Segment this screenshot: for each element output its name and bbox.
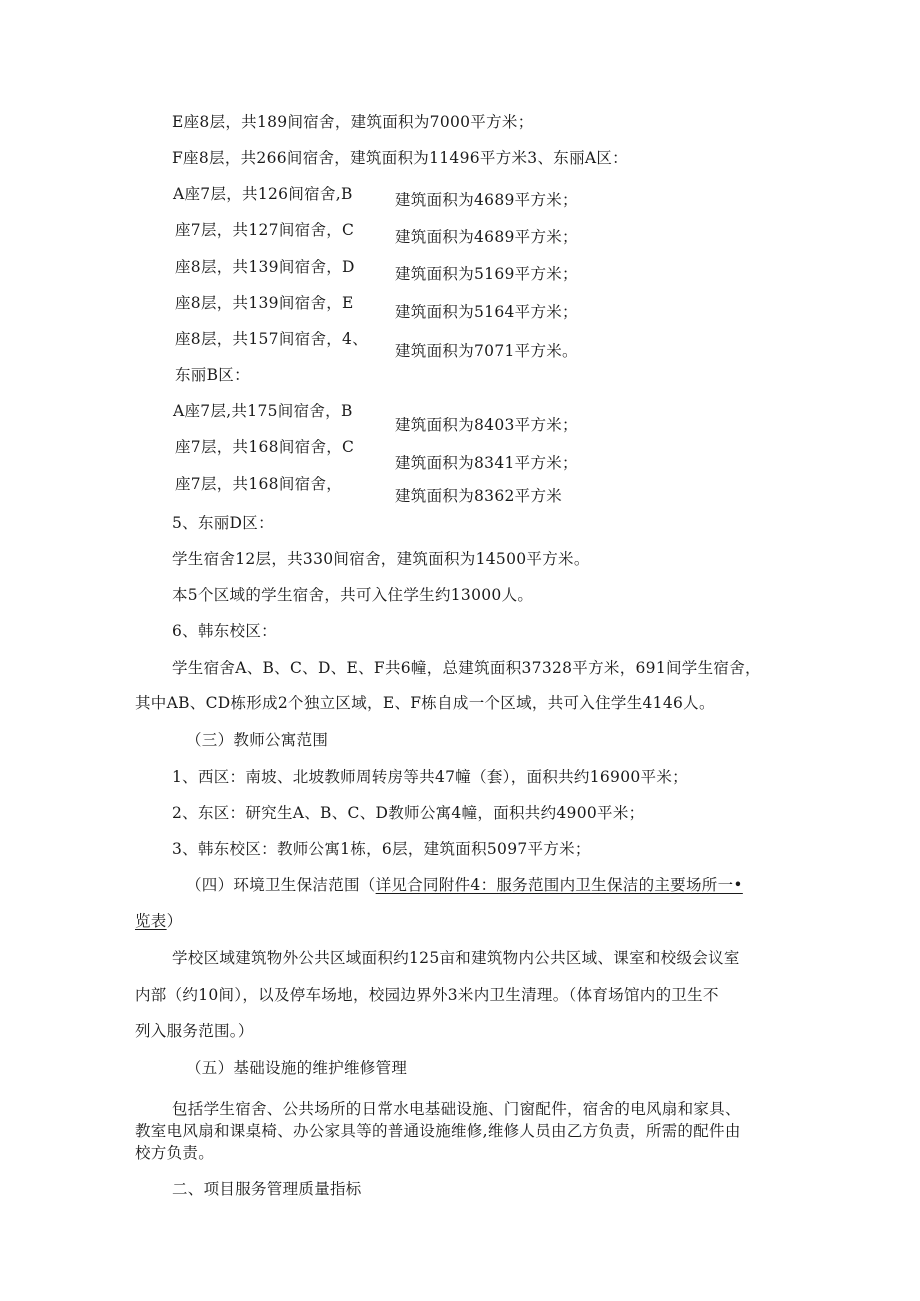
section-4-paragraph-line: 列入服务范围。） [135,1022,254,1040]
left-line: 座7层，共168间宿舍，C [175,438,355,456]
right-line: 建筑面积为5169平方米； [395,265,578,283]
right-line: 建筑面积为5164平方米； [395,303,578,321]
left-line: A座7层,共175间宿舍，B [173,402,353,420]
section-5-paragraph-line: 校方负责。 [135,1144,215,1162]
handong-body-line: 其中AB、CD栋形成2个独立区域，E、F栋自成一个区域，共可入住学生4146人。 [135,694,715,712]
section-4-paragraph-line: 内部（约10间），以及停车场地，校园边界外3米内卫生清理。（体育场馆内的卫生不 [135,986,719,1004]
section-4-paragraph-line: 学校区域建筑物外公共区域面积约125亩和建筑物内公共区域、课室和校级会议室 [172,949,740,967]
section-5-title: （五）基础设施的维护维修管理 [186,1059,408,1077]
right-line-clipped: 建筑面积为8362平方米 [395,487,563,505]
left-line: 东丽B区： [175,366,250,384]
section-3-item: 1、西区：南坡、北坡教师周转房等共47幢（套），面积共约16900平米； [172,768,688,786]
right-line: 建筑面积为4689平方米； [395,228,578,246]
appendix-link[interactable]: 详见合同附件4：服务范围内卫生保洁的主要场所一• [375,876,743,894]
left-line: 座7层，共127间宿舍，C [175,221,355,239]
clipped-line-container [395,484,595,505]
section-5-paragraph-line: 包括学生宿舍、公共场所的日常水电基础设施、门窗配件，宿舍的电风扇和家具、 [172,1100,741,1118]
building-e-line: E座8层，共189间宿舍，建筑面积为7000平方米； [172,113,534,131]
handong-heading: 6、韩东校区： [172,622,277,640]
left-line: 座8层，共157间宿舍，4、 [175,330,369,348]
section-3-item: 3、韩东校区：教师公寓1栋，6层，建筑面积5097平方米； [172,840,591,858]
left-line: A座7层，共126间宿舍,B [173,185,353,203]
part-2-title: 二、项目服务管理质量指标 [172,1180,362,1198]
building-f-line: F座8层，共266间宿舍，建筑面积为11496平方米3、东丽A区： [172,149,628,167]
section-4-close: ） [166,912,183,930]
section-4-title [186,873,743,895]
section-3-title: （三）教师公寓范围 [186,731,329,749]
right-line: 建筑面积为4689平方米； [395,191,578,209]
section-4-title-cont [135,909,182,931]
right-line: 建筑面积为7071平方米。 [395,342,578,360]
handong-body-line: 学生宿舍A、B、C、D、E、F共6幢，总建筑面积37328平方米，691间学生宿舍， [172,659,761,677]
right-line: 建筑面积为8403平方米； [395,416,578,434]
dongli-d-body: 学生宿舍12层，共330间宿舍，建筑面积为14500平方米。 [172,550,590,568]
right-line: 建筑面积为8341平方米； [395,454,578,472]
dongli-d-heading: 5、东丽D区： [172,514,274,532]
section-3-item: 2、东区：研究生A、B、C、D教师公寓4幢，面积共约4900平米； [172,804,645,822]
appendix-link-cont[interactable]: 览表 [135,912,167,930]
left-line: 座8层，共139间宿舍，E [175,294,354,312]
left-line: 座8层，共139间宿舍，D [175,258,355,276]
left-line: 座7层，共168间宿舍， [175,475,343,493]
total-capacity-line: 本5个区域的学生宿舍，共可入住学生约13000人。 [172,586,534,604]
section-5-paragraph-line: 教室电风扇和课桌椅、办公家具等的普通设施维修,维修人员由乙方负责，所需的配件由 [135,1122,741,1140]
section-4-prefix: （四）环境卫生保洁范围（ [186,876,376,894]
